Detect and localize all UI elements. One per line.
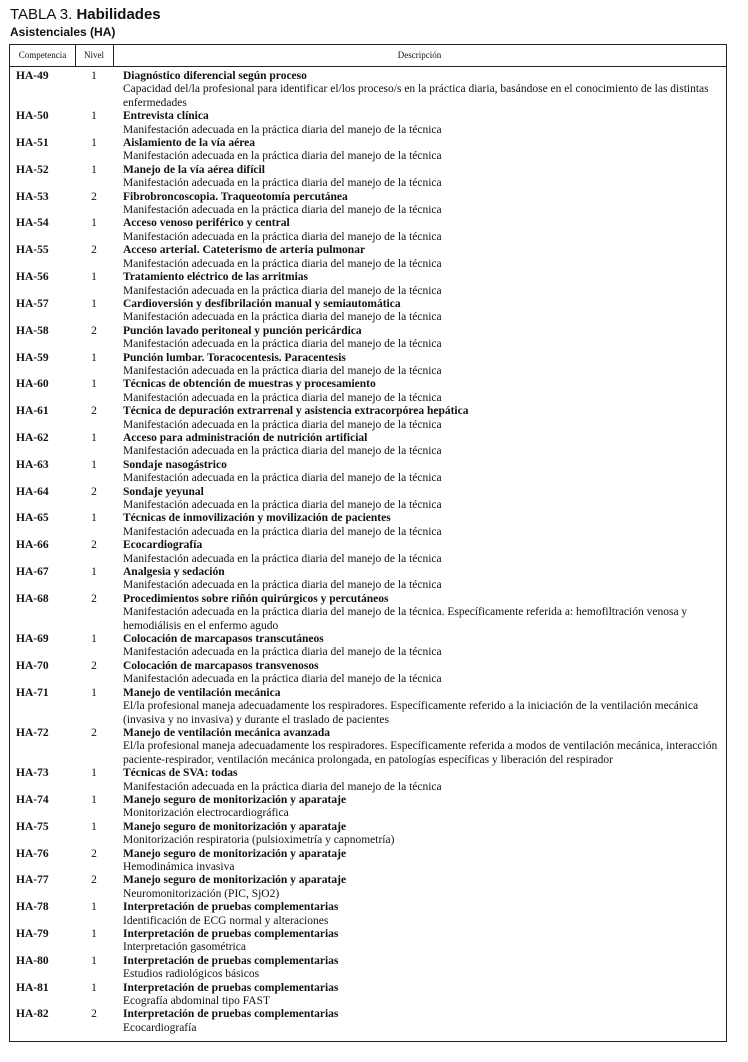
competency-title: Interpretación de pruebas complementarias bbox=[123, 928, 339, 940]
table-label: TABLA 3. bbox=[10, 6, 73, 23]
competency-description bbox=[123, 727, 721, 767]
competency-title: Interpretación de pruebas complementarias bbox=[123, 901, 339, 914]
table-row bbox=[10, 110, 726, 137]
competency-description bbox=[123, 137, 721, 164]
table-row bbox=[10, 982, 726, 1009]
competency-detail: Manifestación adecuada en la práctica diaria del manejo de la técnica bbox=[123, 123, 442, 136]
competency-level: 1 bbox=[91, 954, 97, 967]
table-row bbox=[10, 244, 726, 271]
competency-description bbox=[123, 432, 721, 459]
competency-title: Técnica de depuración extrarrenal y asistencia extracorpórea hepática bbox=[123, 405, 469, 418]
competency-code: HA-80 bbox=[16, 954, 49, 967]
competency-detail: Manifestación adecuada en la práctica diaria del manejo de la técnica bbox=[123, 230, 442, 243]
competency-detail: Manifestación adecuada en la práctica diaria del manejo de la técnica bbox=[123, 311, 442, 324]
competency-title: Manejo seguro de monitorización y aparataje bbox=[123, 820, 347, 833]
table-row bbox=[10, 191, 726, 218]
competency-detail: Manifestación adecuada en la práctica diaria del manejo de la técnica bbox=[123, 579, 442, 592]
competency-detail: Hemodinámica invasiva bbox=[123, 860, 235, 873]
competency-description bbox=[123, 244, 721, 271]
table-row bbox=[10, 1008, 726, 1035]
competency-level: 1 bbox=[91, 820, 97, 833]
competency-code: HA-71 bbox=[16, 686, 49, 699]
table-row bbox=[10, 432, 726, 459]
header-nivel: Nivel bbox=[84, 50, 104, 60]
competency-code: HA-76 bbox=[16, 847, 49, 860]
competency-title: Técnicas de SVA: todas bbox=[123, 767, 238, 780]
competency-level: 2 bbox=[91, 190, 97, 203]
skills-table bbox=[9, 44, 727, 1042]
competency-detail: Manifestación adecuada en la práctica diaria del manejo de la técnica bbox=[123, 780, 442, 793]
competency-level: 2 bbox=[91, 847, 97, 860]
competency-description bbox=[123, 110, 721, 137]
competency-detail: El/la profesional maneja adecuadamente los respiradores. Específicamente referida a modos de ventilación mecánica, interacción paciente-respirador, ventilación mecánica prolongada, en patologías específicas y liberación del respirador bbox=[123, 740, 718, 766]
competency-description bbox=[123, 566, 721, 593]
competency-code: HA-49 bbox=[16, 70, 49, 82]
competency-code: HA-82 bbox=[16, 1008, 49, 1021]
competency-title: Punción lavado peritoneal y punción pericárdica bbox=[123, 324, 362, 337]
competency-level: 2 bbox=[91, 485, 97, 498]
competency-level: 2 bbox=[91, 726, 97, 739]
competency-code: HA-75 bbox=[16, 820, 49, 833]
competency-description bbox=[123, 70, 721, 110]
table-row bbox=[10, 874, 726, 901]
competency-title: Sondaje yeyunal bbox=[123, 485, 204, 498]
competency-level: 1 bbox=[91, 351, 97, 364]
competency-description bbox=[123, 405, 721, 432]
competency-description bbox=[123, 874, 721, 901]
competency-level: 2 bbox=[91, 592, 97, 605]
competency-code: HA-63 bbox=[16, 458, 49, 471]
competency-description bbox=[123, 539, 721, 566]
competency-detail: Manifestación adecuada en la práctica diaria del manejo de la técnica bbox=[123, 150, 442, 163]
table-row bbox=[10, 727, 726, 767]
competency-level: 1 bbox=[91, 217, 97, 230]
competency-code: HA-60 bbox=[16, 378, 49, 391]
table-row bbox=[10, 848, 726, 875]
competency-code: HA-67 bbox=[16, 566, 49, 579]
table-row bbox=[10, 633, 726, 660]
competency-title: Técnicas de obtención de muestras y procesamiento bbox=[123, 378, 376, 391]
competency-description bbox=[123, 593, 721, 633]
competency-detail: El/la profesional maneja adecuadamente los respiradores. Específicamente referido a la iniciación de la ventilación mecánica (invasiva y no invasiva) y durante el traslado de pacientes bbox=[123, 700, 699, 726]
competency-code: HA-50 bbox=[16, 110, 49, 123]
competency-level: 1 bbox=[91, 928, 97, 940]
table-row bbox=[10, 486, 726, 513]
competency-detail: Manifestación adecuada en la práctica diaria del manejo de la técnica. Específicamente referida a: hemofiltración venosa y hemodiálisis en el enfermo agudo bbox=[123, 606, 688, 632]
table-row bbox=[10, 566, 726, 593]
competency-level: 1 bbox=[91, 70, 97, 82]
table-subtitle: Asistenciales (HA) bbox=[10, 25, 116, 39]
competency-title: Interpretación de pruebas complementarias bbox=[123, 1008, 339, 1021]
competency-detail: Manifestación adecuada en la práctica diaria del manejo de la técnica bbox=[123, 177, 442, 190]
competency-level: 1 bbox=[91, 793, 97, 806]
competency-detail: Interpretación gasométrica bbox=[123, 941, 246, 954]
competency-title: Manejo de ventilación mecánica avanzada bbox=[123, 726, 330, 739]
table-row bbox=[10, 955, 726, 982]
competency-description bbox=[123, 767, 721, 794]
competency-code: HA-61 bbox=[16, 405, 49, 418]
competency-level: 1 bbox=[91, 378, 97, 391]
table-row bbox=[10, 512, 726, 539]
competency-code: HA-59 bbox=[16, 351, 49, 364]
competency-level: 1 bbox=[91, 431, 97, 444]
table-row bbox=[10, 459, 726, 486]
competency-level: 1 bbox=[91, 767, 97, 780]
competency-detail: Manifestación adecuada en la práctica diaria del manejo de la técnica bbox=[123, 418, 442, 431]
competency-title: Acceso arterial. Cateterismo de arteria pulmonar bbox=[123, 244, 366, 257]
table-title: Habilidades bbox=[76, 6, 161, 23]
competency-title: Manejo seguro de monitorización y aparataje bbox=[123, 874, 347, 887]
competency-code: HA-52 bbox=[16, 163, 49, 176]
competency-level: 1 bbox=[91, 686, 97, 699]
table-row bbox=[10, 217, 726, 244]
competency-title: Ecocardiografía bbox=[123, 539, 203, 552]
competency-detail: Estudios radiológicos básicos bbox=[123, 968, 260, 981]
competency-code: HA-77 bbox=[16, 874, 49, 887]
competency-title: Diagnóstico diferencial según proceso bbox=[123, 70, 307, 82]
competency-code: HA-56 bbox=[16, 271, 49, 284]
competency-title: Cardioversión y desfibrilación manual y semiautomática bbox=[123, 297, 401, 310]
table-row bbox=[10, 137, 726, 164]
competency-level: 2 bbox=[91, 324, 97, 337]
competency-title: Colocación de marcapasos transcutáneos bbox=[123, 633, 324, 646]
competency-detail: Ecocardiografía bbox=[123, 1021, 197, 1034]
competency-level: 1 bbox=[91, 981, 97, 994]
competency-title: Manejo seguro de monitorización y aparataje bbox=[123, 793, 347, 806]
competency-title: Punción lumbar. Toracocentesis. Paracentesis bbox=[123, 351, 346, 364]
competency-code: HA-57 bbox=[16, 297, 49, 310]
table-row bbox=[10, 298, 726, 325]
competency-detail: Manifestación adecuada en la práctica diaria del manejo de la técnica bbox=[123, 364, 442, 377]
competency-title: Manejo de ventilación mecánica bbox=[123, 686, 281, 699]
competency-description bbox=[123, 794, 721, 821]
competency-title: Técnicas de inmovilización y movilización de pacientes bbox=[123, 512, 391, 525]
competency-description bbox=[123, 901, 721, 928]
table-row bbox=[10, 325, 726, 352]
competency-code: HA-51 bbox=[16, 137, 49, 150]
competency-description bbox=[123, 982, 721, 1009]
competency-detail: Capacidad del/la profesional para identificar el/los proceso/s en la práctica diaria, basándose en el conocimiento de las distintas enfermedades bbox=[123, 83, 709, 109]
competency-detail: Manifestación adecuada en la práctica diaria del manejo de la técnica bbox=[123, 391, 442, 404]
competency-detail: Manifestación adecuada en la práctica diaria del manejo de la técnica bbox=[123, 525, 442, 538]
table-body bbox=[10, 70, 726, 1035]
competency-description bbox=[123, 191, 721, 218]
competency-code: HA-54 bbox=[16, 217, 49, 230]
competency-description bbox=[123, 298, 721, 325]
competency-title: Procedimientos sobre riñón quirúrgicos y percutáneos bbox=[123, 592, 389, 605]
competency-code: HA-62 bbox=[16, 431, 49, 444]
competency-code: HA-79 bbox=[16, 928, 49, 940]
table-caption bbox=[10, 6, 161, 24]
competency-description bbox=[123, 928, 721, 955]
competency-description bbox=[123, 848, 721, 875]
competency-level: 1 bbox=[91, 137, 97, 150]
table-row bbox=[10, 378, 726, 405]
competency-detail: Manifestación adecuada en la práctica diaria del manejo de la técnica bbox=[123, 646, 442, 659]
competency-description bbox=[123, 633, 721, 660]
table-row bbox=[10, 352, 726, 379]
competency-level: 1 bbox=[91, 458, 97, 471]
competency-description bbox=[123, 164, 721, 191]
competency-description bbox=[123, 352, 721, 379]
competency-level: 1 bbox=[91, 271, 97, 284]
competency-description bbox=[123, 378, 721, 405]
table-row bbox=[10, 70, 726, 110]
competency-code: HA-53 bbox=[16, 190, 49, 203]
competency-detail: Manifestación adecuada en la práctica diaria del manejo de la técnica bbox=[123, 445, 442, 458]
competency-level: 1 bbox=[91, 297, 97, 310]
competency-description bbox=[123, 1008, 721, 1035]
competency-level: 2 bbox=[91, 874, 97, 887]
competency-title: Entrevista clínica bbox=[123, 110, 209, 123]
competency-code: HA-74 bbox=[16, 793, 49, 806]
competency-description bbox=[123, 325, 721, 352]
competency-title: Sondaje nasogástrico bbox=[123, 458, 227, 471]
competency-level: 2 bbox=[91, 405, 97, 418]
table-row bbox=[10, 687, 726, 727]
competency-level: 2 bbox=[91, 1008, 97, 1021]
competency-detail: Manifestación adecuada en la práctica diaria del manejo de la técnica bbox=[123, 472, 442, 485]
competency-level: 1 bbox=[91, 512, 97, 525]
competency-title: Manejo seguro de monitorización y aparataje bbox=[123, 847, 347, 860]
competency-title: Aislamiento de la vía aérea bbox=[123, 137, 256, 150]
competency-level: 2 bbox=[91, 539, 97, 552]
competency-detail: Manifestación adecuada en la práctica diaria del manejo de la técnica bbox=[123, 257, 442, 270]
competency-code: HA-58 bbox=[16, 324, 49, 337]
competency-level: 1 bbox=[91, 566, 97, 579]
table-row bbox=[10, 164, 726, 191]
table-row bbox=[10, 928, 726, 955]
competency-level: 2 bbox=[91, 659, 97, 672]
competency-title: Tratamiento eléctrico de las arritmias bbox=[123, 271, 308, 284]
competency-code: HA-78 bbox=[16, 901, 49, 914]
table-row bbox=[10, 767, 726, 794]
competency-detail: Manifestación adecuada en la práctica diaria del manejo de la técnica bbox=[123, 673, 442, 686]
competency-code: HA-81 bbox=[16, 981, 49, 994]
competency-detail: Manifestación adecuada en la práctica diaria del manejo de la técnica bbox=[123, 499, 442, 511]
header-competencia: Competencia bbox=[18, 50, 67, 60]
competency-code: HA-66 bbox=[16, 539, 49, 552]
competency-code: HA-68 bbox=[16, 592, 49, 605]
competency-title: Acceso para administración de nutrición artificial bbox=[123, 431, 368, 444]
competency-title: Colocación de marcapasos transvenosos bbox=[123, 659, 319, 672]
competency-code: HA-55 bbox=[16, 244, 49, 257]
competency-code: HA-65 bbox=[16, 512, 49, 525]
competency-detail: Monitorización electrocardiográfica bbox=[123, 807, 289, 820]
competency-description bbox=[123, 271, 721, 298]
competency-level: 1 bbox=[91, 163, 97, 176]
competency-detail: Manifestación adecuada en la práctica diaria del manejo de la técnica bbox=[123, 204, 442, 217]
competency-description bbox=[123, 955, 721, 982]
competency-description bbox=[123, 486, 721, 513]
competency-level: 2 bbox=[91, 244, 97, 257]
table-row bbox=[10, 660, 726, 687]
competency-title: Interpretación de pruebas complementarias bbox=[123, 954, 339, 967]
competency-detail: Identificación de ECG normal y alteraciones bbox=[123, 914, 329, 927]
competency-code: HA-70 bbox=[16, 659, 49, 672]
competency-code: HA-64 bbox=[16, 485, 49, 498]
competency-detail: Ecografía abdominal tipo FAST bbox=[123, 995, 271, 1008]
competency-title: Fibrobroncoscopia. Traqueotomía percutánea bbox=[123, 190, 348, 203]
competency-detail: Manifestación adecuada en la práctica diaria del manejo de la técnica bbox=[123, 338, 442, 351]
competency-description bbox=[123, 459, 721, 486]
competency-level: 1 bbox=[91, 110, 97, 123]
table-row bbox=[10, 901, 726, 928]
table-row bbox=[10, 593, 726, 633]
table-row bbox=[10, 539, 726, 566]
competency-title: Manejo de la vía aérea difícil bbox=[123, 163, 265, 176]
header-descripcion: Descripción bbox=[397, 50, 442, 60]
competency-title: Interpretación de pruebas complementarias bbox=[123, 981, 339, 994]
competency-code: HA-69 bbox=[16, 633, 49, 646]
competency-detail: Monitorización respiratoria (pulsioximetría y capnometría) bbox=[123, 834, 395, 847]
competency-level: 1 bbox=[91, 901, 97, 914]
competency-detail: Neuromonitorización (PIC, SjO2) bbox=[123, 887, 280, 900]
competency-title: Acceso venoso periférico y central bbox=[123, 217, 290, 230]
competency-code: HA-72 bbox=[16, 726, 49, 739]
table-row bbox=[10, 405, 726, 432]
table-header bbox=[10, 45, 726, 67]
competency-title: Analgesia y sedación bbox=[123, 566, 225, 579]
competency-description bbox=[123, 821, 721, 848]
competency-description bbox=[123, 687, 721, 727]
table-row bbox=[10, 271, 726, 298]
competency-description bbox=[123, 217, 721, 244]
competency-detail: Manifestación adecuada en la práctica diaria del manejo de la técnica bbox=[123, 284, 442, 297]
competency-description bbox=[123, 512, 721, 539]
competency-code: HA-73 bbox=[16, 767, 49, 780]
competency-description bbox=[123, 660, 721, 687]
table-row bbox=[10, 821, 726, 848]
competency-detail: Manifestación adecuada en la práctica diaria del manejo de la técnica bbox=[123, 552, 442, 565]
competency-level: 1 bbox=[91, 633, 97, 646]
table-row bbox=[10, 794, 726, 821]
